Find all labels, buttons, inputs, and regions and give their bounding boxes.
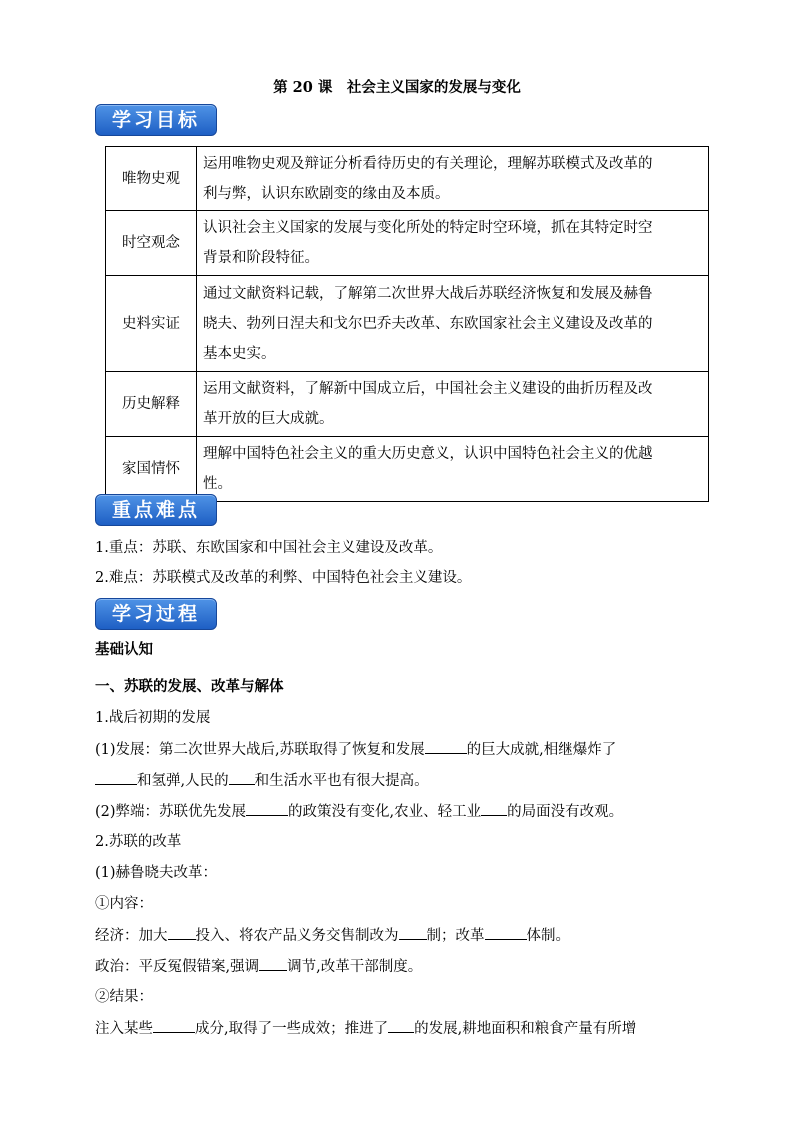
objective-description: [197, 437, 709, 502]
text-run: 注入某些: [95, 1021, 153, 1037]
text-run: 的巨大成就,相继爆炸了: [466, 742, 617, 758]
paragraph-line: [95, 925, 570, 946]
text-run: 和氢弹,人民的: [137, 773, 229, 789]
objective-line: 晓夫、勃列日涅夫和戈尔巴乔夫改革、东欧国家社会主义建设及改革的: [203, 315, 653, 332]
keypoint-difficulty: 2.难点：苏联模式及改革的利弊、中国特色社会主义建设。: [95, 570, 472, 586]
text-run: 投入、将农产品义务交售制改为: [195, 928, 399, 944]
text-run: 政治：平反冤假错案,强调: [95, 959, 260, 975]
objective-description: [197, 211, 709, 276]
table-row: [106, 372, 709, 437]
subsection-title: (1)赫鲁晓夫改革：: [95, 865, 218, 881]
text-run: 的局面没有改观。: [507, 804, 624, 820]
text-run: 的政策没有变化,农业、轻工业: [288, 804, 482, 820]
subsection-title: 2.苏联的改革: [95, 834, 182, 850]
part-heading: 一、苏联的发展、改革与解体: [95, 678, 284, 695]
section-banner-process: 学习过程: [95, 598, 217, 630]
text-run: 成分,取得了一些成效；推进了: [195, 1021, 389, 1037]
objective-line: 背景和阶段特征。: [203, 250, 319, 266]
text-run: 和生活水平也有很大提高。: [254, 773, 429, 789]
objective-line: 运用文献资料，了解新中国成立后，中国社会主义建设的曲折历程及改: [203, 381, 653, 397]
text-run: 体制。: [526, 928, 570, 944]
fill-blank[interactable]: [246, 801, 288, 816]
table-row: [106, 276, 709, 372]
fill-blank[interactable]: [153, 1018, 195, 1033]
objective-line: 基本史实。: [203, 345, 276, 362]
objective-line: 革开放的巨大成就。: [203, 411, 334, 427]
objective-description: [197, 276, 709, 372]
objective-line: 通过文献资料记载，了解第二次世界大战后苏联经济恢复和发展及赫鲁: [203, 285, 653, 302]
objectives-table: [105, 146, 709, 502]
text-run: (2)弊端：苏联优先发展: [95, 804, 247, 820]
objective-description: [197, 147, 709, 211]
text-run: 调节,改革干部制度。: [287, 959, 423, 975]
fill-blank[interactable]: [229, 770, 255, 785]
item-label: ②结果：: [95, 989, 153, 1005]
fill-blank[interactable]: [259, 956, 287, 971]
paragraph-line: [95, 770, 429, 791]
fill-blank[interactable]: [388, 1018, 414, 1033]
paragraph-line: [95, 739, 616, 760]
text-run: 的发展,耕地面积和粮食产量有所增: [414, 1021, 637, 1037]
objective-line: 理解中国特色社会主义的重大历史意义，认识中国特色社会主义的优越: [203, 446, 653, 462]
fill-blank[interactable]: [399, 925, 427, 940]
objective-category: 历史解释: [106, 372, 197, 437]
objective-category: 家国情怀: [106, 437, 197, 502]
paragraph-line: [95, 1018, 636, 1039]
table-row: [106, 147, 709, 211]
fill-blank[interactable]: [168, 925, 196, 940]
keypoint-focus: 1.重点：苏联、东欧国家和中国社会主义建设及改革。: [95, 540, 443, 556]
fill-blank[interactable]: [485, 925, 527, 940]
fill-blank[interactable]: [425, 739, 467, 754]
section-banner-keypoints: 重点难点: [95, 494, 217, 526]
objective-category: 唯物史观: [106, 147, 197, 211]
objective-line: 认识社会主义国家的发展与变化所处的特定时空环境，抓在其特定时空: [203, 220, 653, 236]
paragraph-line: [95, 801, 623, 822]
fill-blank[interactable]: [481, 801, 507, 816]
fill-blank[interactable]: [95, 770, 137, 785]
text-run: 经济：加大: [95, 928, 168, 944]
table-row: [106, 211, 709, 276]
paragraph-line: [95, 956, 422, 977]
page-title: 第 20 课 社会主义国家的发展与变化: [273, 79, 521, 96]
section-banner-objectives: 学习目标: [95, 104, 217, 136]
objective-line: 利与弊，认识东欧剧变的缘由及本质。: [203, 185, 450, 202]
subsection-title: 1.战后初期的发展: [95, 710, 211, 726]
table-row: [106, 437, 709, 502]
text-run: (1)发展：第二次世界大战后,苏联取得了恢复和发展: [95, 742, 425, 758]
objective-line: 性。: [203, 476, 232, 492]
objective-category: 时空观念: [106, 211, 197, 276]
objective-line: 运用唯物史观及辩证分析看待历史的有关理论，理解苏联模式及改革的: [203, 155, 653, 172]
objective-description: [197, 372, 709, 437]
text-run: 制；改革: [426, 928, 485, 944]
item-label: ①内容：: [95, 896, 153, 912]
subheading-basic: 基础认知: [95, 641, 153, 658]
objective-category: 史料实证: [106, 276, 197, 372]
